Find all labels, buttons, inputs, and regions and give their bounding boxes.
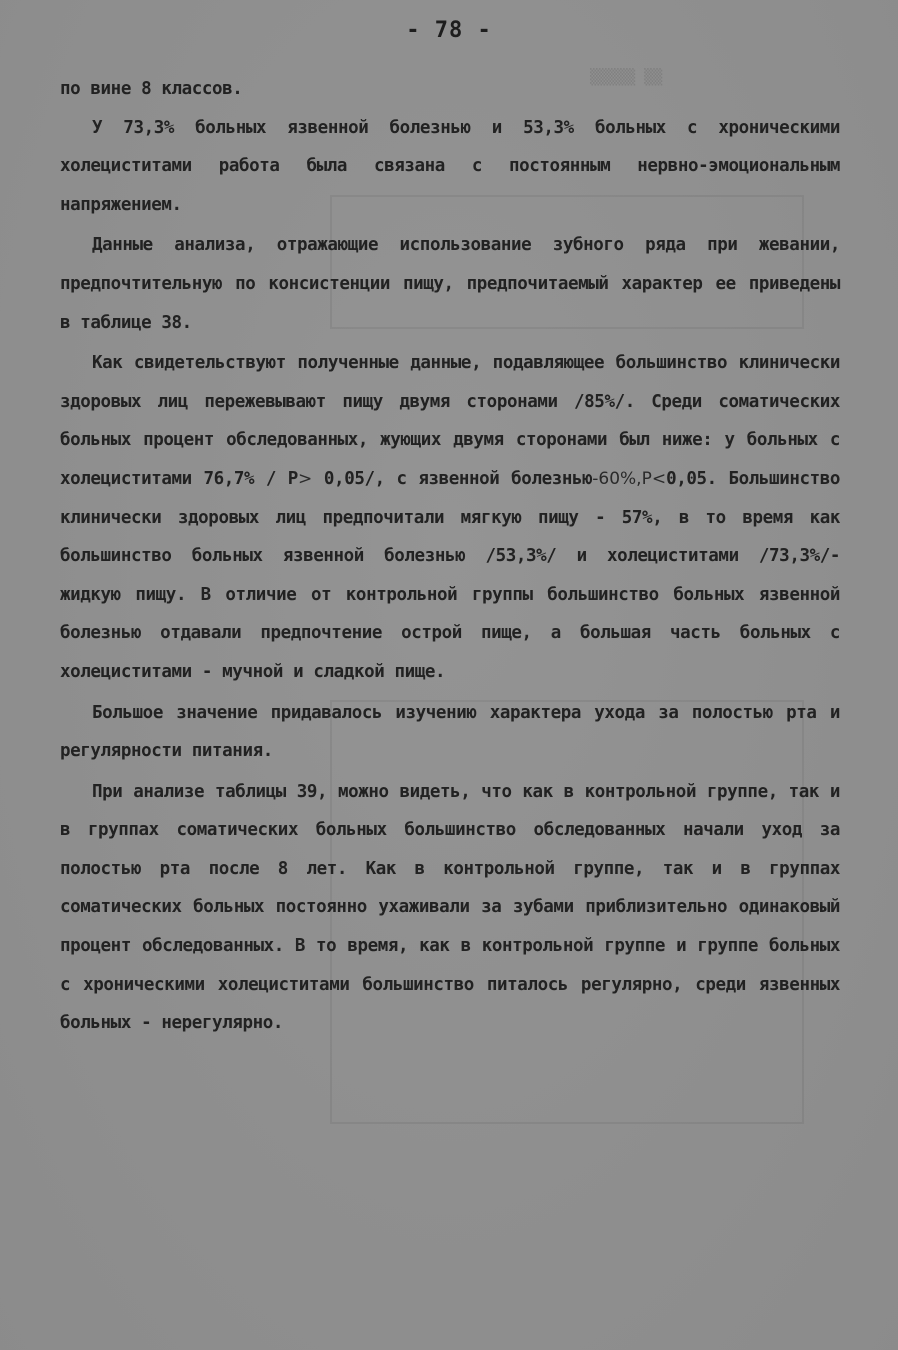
paragraph-1: по вине 8 классов. bbox=[60, 79, 243, 99]
bleed-through-mark: ▒▒▒▒▒ ▒▒ bbox=[590, 68, 663, 86]
paragraph-6: При анализе таблицы 39, можно видеть, что как в контрольной группе, так и в группах соматических больных большинство обследованных начали уход за полостью рта после 8 лет. Как в контрольной группе, так и в группах соматических больных постоянно ухаживали за зубами приблизительно одинаковый процент обследованных. В то время, как в контрольной группе и группе больных с хроническими холециститами большинство питалось регулярно, среди язвенных больных - нерегулярно. bbox=[60, 781, 840, 1034]
handwritten-greater-than: > bbox=[297, 468, 313, 489]
paragraph-4-part-3: 0,05. Большинство клинически здоровых лиц предпочитали мягкую пищу - 57%, в то время как большинство больных язвенной болезнью /53,3%/ и холециститами /73,3%/- жидкую пищу. В отличие от контрольной группы большинство больных язвенной болезнью отдавали предпочтение острой пище, а большая часть больных с холециститами - мучной и сладкой пище. bbox=[60, 468, 841, 682]
paragraph-4-part-2: 0,05/, с язвенной болезнью bbox=[312, 468, 593, 489]
handwritten-insertion: -60%,P< bbox=[592, 468, 667, 489]
paragraph-3: Данные анализа, отражающие использование зубного ряда при жевании, предпочтительную по консистенции пищу, предпочитаемый характер ее приведены в таблице 38. bbox=[60, 235, 840, 333]
paragraph-4 bbox=[60, 344, 840, 691]
paragraph-5: Большое значение придавалось изучению характера ухода за полостью рта и регулярности питания. bbox=[60, 702, 840, 762]
paragraph-4-part-1: Как свидетельствуют полученные данные, подавляющее большинство клинически здоровых лиц пережевывают пищу двумя сторонами /85%/. Среди соматических больных процент обследованных, жующих двумя сторонами был ниже: у больных с холециститами 76,7% / P bbox=[60, 353, 840, 489]
document-body bbox=[60, 70, 840, 1043]
page-number: - 78 - bbox=[406, 18, 492, 43]
paragraph-2: У 73,3% больных язвенной болезнью и 53,3% больных с хроническими холециститами работа была связана с постоянным нервно-эмоциональным напряжением. bbox=[60, 117, 840, 215]
